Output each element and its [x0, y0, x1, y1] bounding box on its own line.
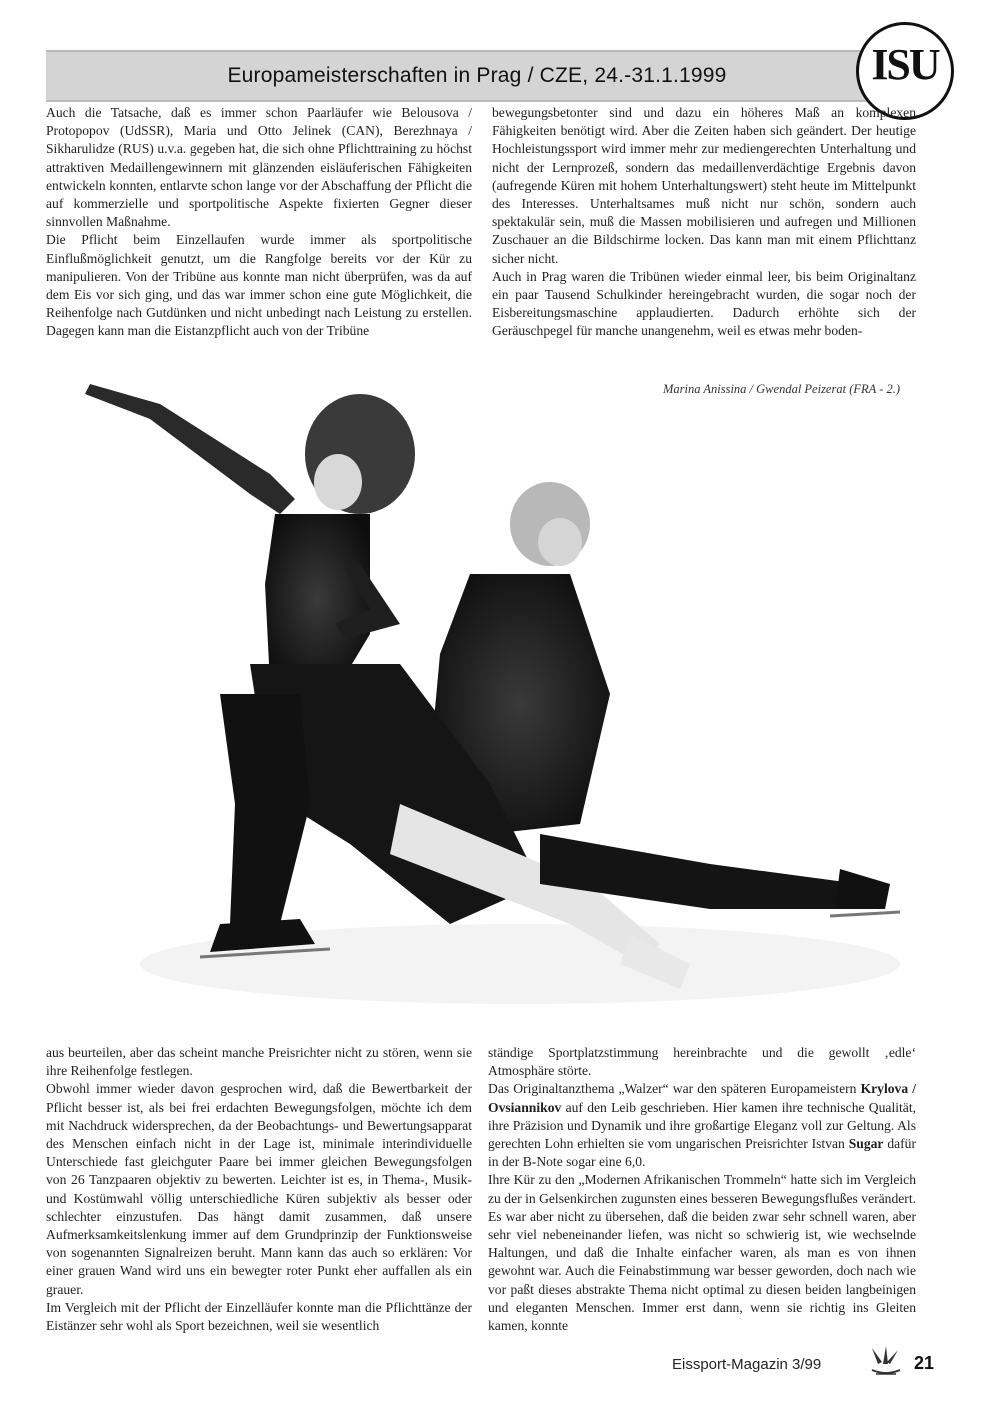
skaters-photo — [70, 364, 940, 1028]
paragraph: Obwohl immer wieder davon gesprochen wird, daß die Bewertbarkeit der Pflicht besser ist, als bei frei erdachten Bewegungsfolgen, möchte ich dem mit Nachdruck widersprechen, da der Beobachtungs- und Bewertungsapparat des Menschen einfach nicht in der Lage ist, minimale interindividuelle Unterschiede fast gleichguter Paare bei immer gleichen Bewegungsfolgen von 26 Tanzpaaren objektiv zu bewerten. Leichter ist es, in Thema-, Musik- und Kostümwahl völlig unterschiedliche Küren subjektiv als besser oder schlechter einzustufen. Das hängt damit zusammen, daß unsere Aufmerksamkeitslenkung immer auf dem Grundprinzip der Funktionsweise von sogenannten Signalreizen beruht. Mann kann das auch so erklären: Vor einer grauen Wand wird uns ein bewegter roter Punkt eher auffallen als ein grauer. — [46, 1081, 472, 1297]
paragraph: Die Pflicht beim Einzellaufen wurde immer als sportpolitische Einflußmöglichkeit genutzt, um die Rangfolge bereits vor der Kür zu manipulieren. Von der Tribüne aus konnte man nicht überprüfen, was da auf dem Eis vor sich ging, und das war immer schon eine gute Möglichkeit, die Reihenfolge nach Gutdünken und nicht unbedingt nach Leistung zu erstellen. Dagegen kann man die Eistanzpflicht auch von der Tribüne — [46, 232, 472, 339]
paragraph: bewegungsbetonter sind und dazu ein höheres Maß an komplexen Fähigkeiten benötigt wird. Aber die Zeiten haben sich geändert. Der heutige Hochleistungssport wird immer mehr zur mediengerechten Unterhaltung und nicht der Lernprozeß, sondern das medaillenverdächtige Ergebnis davon (aufregende Küren mit hohem Unterhaltungswert) steht heute im Mittelpunkt des Interesses. Unterhaltsames muß nicht nur schön, sondern auch spektakulär sein, muß die Massen mobilisieren und aufregen und Millionen Zuschauer an die Bildschirme locken. Das kann man mit einem Pflichttanz sicher nicht. — [492, 105, 916, 266]
column-top-left — [46, 104, 472, 341]
magazine-name: Eissport-Magazin 3/99 — [672, 1356, 822, 1373]
paragraph: Ihre Kür zu den „Modernen Afrikanischen Trommeln“ hatte sich im Vergleich zu der in Gelsenkirchen zugunsten eines besseren Bewegungsflußes verändert. Es war aber nicht zu übersehen, daß die beiden zwar sehr schnell waren, aber sehr viel nebeneinander liefen, was nicht so schwierig ist, wie wechselnde Haltungen, und daß die Inhalte einfacher waren, als man es von ihnen gewohnt war. Auch die Feinabstimmung war besser geworden, doch nach wie vor paßt dieses abstrakte Thema nicht optimal zu diesen beiden langbeinigen und eleganten Menschen. Immer erst dann, wenn sie richtig ins Gleiten kamen, konnte — [488, 1172, 916, 1334]
column-top-right — [492, 104, 916, 341]
page-number: 21 — [914, 1353, 935, 1373]
page-title: Europameisterschaften in Prag / CZE, 24.-31.1.1999 — [227, 64, 727, 87]
column-bottom-right — [488, 1044, 916, 1335]
column-bottom-left — [46, 1044, 472, 1335]
bold-name: Sugar — [848, 1136, 884, 1152]
paragraph: Auch in Prag waren die Tribünen wieder einmal leer, bis beim Originaltanz ein paar Tausend Schulkinder hereingebracht wurden, die sogar noch der Eisbereitungsmaschine applaudierten. Dadurch erhöhte sich der Geräuschpegel für manche unangenehm, weil es etwas mehr boden- — [492, 268, 916, 339]
paragraph — [488, 1080, 916, 1171]
bold-name: Krylova / Ovsiannikov — [488, 1081, 917, 1115]
header-bar — [46, 50, 868, 102]
paragraph: aus beurteilen, aber das scheint manche Preisrichter nicht zu stören, wenn sie ihre Reihenfolge festlegen. — [46, 1045, 472, 1079]
paragraph: Im Vergleich mit der Pflicht der Einzelläufer konnte man die Pflichttänze der Eistänzer sehr wohl als Sport bezeichnen, weil sie wesentlich — [46, 1299, 472, 1334]
paragraph: ständige Sportplatzstimmung hereinbrachte und die gewollt ‚edle‘ Atmosphäre störte. — [488, 1045, 916, 1079]
text-run: dafür in der B-Note sogar eine 6,0. — [488, 1136, 916, 1170]
photo-caption: Marina Anissina / Gwendal Peizerat (FRA - 2.) — [662, 382, 900, 396]
paragraph: Auch die Tatsache, daß es immer schon Paarläufer wie Belousova / Protopopov (UdSSR), Maria und Otto Jelinek (CAN), Berezhnaya / Sikharulidze (RUS) u.v.a. gegeben hat, die sich ohne Pflichttraining zu höchst attraktiven Medaillengewinnern mit glänzenden eisläuferischen Fähigkeiten entwickeln konnten, entlarvte schon lange vor der Abschaffung der Pflicht die auf kommerzielle und sportpolitische Aspekte fixierten Gegner dieser sinnvollen Maßnahme. — [46, 105, 472, 230]
isu-logo-text: ISU — [871, 40, 939, 89]
text-run: auf den Leib geschrieben. Hier kamen ihre technische Qualität, ihre Präzision und Dynamik und ihre großartige Eleganz voll zur Geltung. Als gerechten Lohn erhielten sie vom ungarischen Preisrichter Istvan — [488, 1099, 916, 1152]
skater-icon — [868, 1344, 904, 1378]
text-run: Das Originaltanzthema „Walzer“ war den späteren Europameistern — [488, 1081, 857, 1097]
